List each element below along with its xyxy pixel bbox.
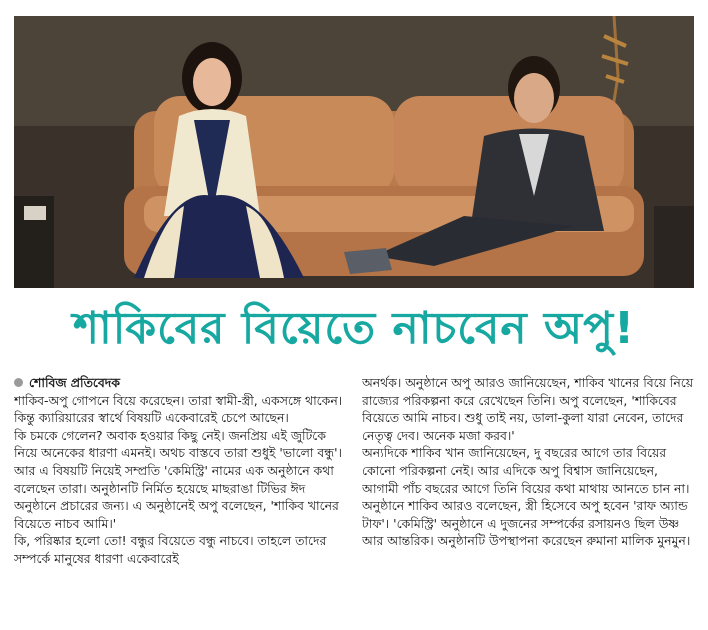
paragraph: অন্যদিকে শাকিব খান জানিয়েছেন, দু বছরের আগে তার বিয়ের কোনো পরিকল্পনা নেই। আর এদিকে অপু বিশ্বাস জানিয়েছেন, আগামী পাঁচ বছরের আগে তিনি বিয়ের কথা মাথায় আনতে চান না। (362, 445, 690, 496)
paragraph: কি চমকে গেলেন? অবাক হওয়ার কিছু নেই। জনপ্রিয় এই জুটিকে নিয়ে অনেকের ধারণা এমনই। অথচ বাস্তবে তারা শুধুই 'ভালো বন্ধু'। আর এ বিষয়টি নিয়েই সম্প্রতি 'কেমিস্ট্রি' নামের এক অনুষ্ঠানে কথা বলেছেন তারা। অনুষ্ঠানটি নির্মিত হয়েছে মাছরাঙা টিভির ঈদ অনুষ্ঠানে প্রচারের জন্য। এ অনুষ্ঠানেই অপু বলেছেন, 'শাকিব খানের বিয়েতে নাচব আমি।' (14, 427, 342, 531)
byline (14, 374, 346, 392)
paragraph: শাকিব-অপু গোপনে বিয়ে করেছেন। তারা স্বামী-স্ত্রী, একসঙ্গে থাকেন। কিন্তু ক্যারিয়ারের স্বার্থে বিষয়টি একেবারেই চেপে আছেন। (14, 392, 343, 426)
cup (24, 206, 46, 220)
article-body (14, 374, 694, 626)
paragraph: অনর্থক। অনুষ্ঠানে অপু আরও জানিয়েছেন, শাকিব খানের বিয়ে নিয়ে রাজ্যের পরিকল্পনা করে রেখেছেন তিনি। অপু বলেছেন, 'শাকিবের বিয়েতে আমি নাচব। শুধু তাই নয়, ডালা-কুলা যারা নেবেন, তাদের নেতৃত্ব দেব। অনেক মজা করব।' (362, 375, 694, 443)
bullet-icon (14, 378, 23, 387)
side-table-right (654, 206, 694, 288)
paragraph: কি, পরিষ্কার হলো তো! বন্ধুর বিয়েতে বন্ধু নাচবে। তাহলে তাদের সম্পর্কে মানুষের ধারণা একেবারেই (14, 533, 327, 566)
article-column-2 (362, 374, 694, 626)
paragraph: অনুষ্ঠানে শাকিব আরও বলেছেন, স্ত্রী হিসেবে অপু হবেন 'রাফ অ্যান্ড টাফ'। 'কেমিস্ট্রি' অনুষ্ঠানে এ দুজনের সম্পর্কের রসায়নও ছিল উষ্ণ আর আন্তরিক। অনুষ্ঠানটি উপস্থাপনা করেছেন রুমানা মালিক মুনমুন। (362, 498, 691, 549)
photo-illustration (14, 16, 694, 288)
article-headline: শাকিবের বিয়েতে নাচবেন অপু! (72, 303, 636, 354)
byline-text: শোবিজ প্রতিবেদক (29, 375, 120, 390)
article-photo (14, 16, 694, 288)
article-column-1 (14, 374, 346, 626)
